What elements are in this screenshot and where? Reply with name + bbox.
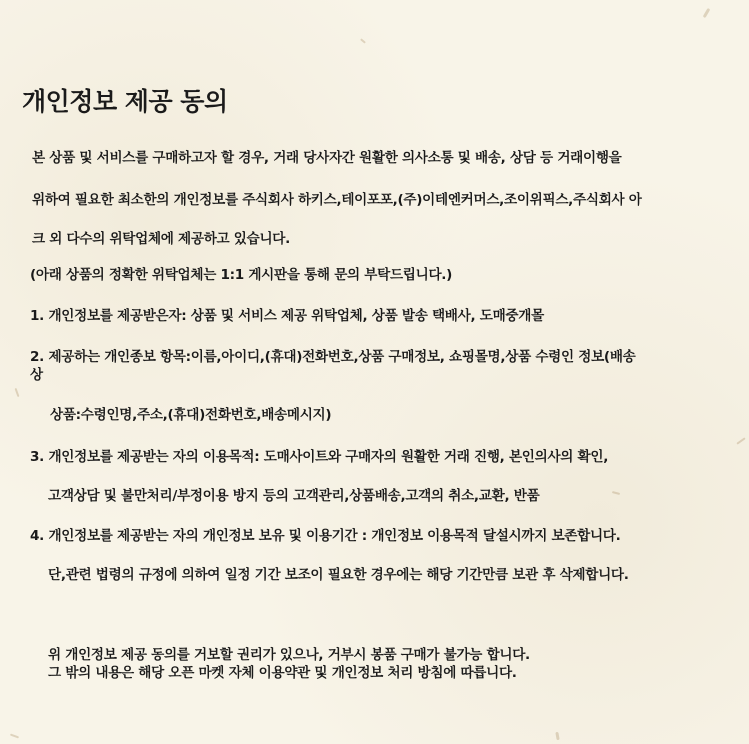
item-2-fields-wrap: 상: [30, 367, 43, 383]
body-line-2: 위하여 필요한 최소한의 개인정보를 주식회사 하키스,테이포포,(주)이테엔커머스,조이위픽스,주식회사 아: [32, 192, 642, 208]
footer-refusal-right: 위 개인정보 제공 동의를 거보할 권리가 있으나, 거부시 봉품 구매가 불가능 합니다.: [48, 647, 530, 663]
paper-fiber: [15, 388, 20, 397]
item-2-fields: 2. 제공하는 개인종보 항목:이름,아이디,(휴대)전화번호,상품 구매정보, 쇼핑몰명,상품 수령인 정보(배송: [30, 349, 636, 365]
item-4-retention: 4. 개인정보를 제공받는 자의 개인정보 보유 및 이용기간 : 개인정보 이용목적 달설시까지 보존합니다.: [30, 528, 621, 544]
paper-fiber: [360, 38, 366, 43]
page-title: 개인정보 제공 동의: [22, 87, 228, 116]
item-3-purpose-detail: 고객상담 및 불만처리/부정이용 방지 등의 고객관리,상품배송,고객의 취소,교환, 반품: [48, 488, 540, 504]
item-1-recipients: 1. 개인정보를 제공받은자: 상품 및 서비스 제공 위탁업체, 상품 발송 택배사, 도매중개몰: [30, 308, 544, 324]
paper-fiber: [612, 491, 620, 495]
item-4-retention-detail: 단,관련 법령의 규정에 의하여 일정 기간 보조이 필요한 경우에는 해당 기간만큼 보관 후 삭제합니다.: [48, 567, 629, 583]
body-line-3: 크 외 다수의 위탁업체에 제공하고 있습니다.: [32, 231, 290, 247]
paper-fiber: [555, 732, 559, 740]
item-2-fields-detail: 상품:수령인명,주소,(휴대)전화번호,배송메시지): [50, 407, 332, 423]
footer-other-terms: 그 밖의 내용은 해당 오픈 마켓 자체 이용약관 및 개인정보 처리 방침에 따릅니다.: [48, 665, 517, 681]
notice-line: (아래 상품의 정확한 위탁업체는 1:1 게시판을 통해 문의 부탁드립니다.): [30, 267, 453, 283]
item-3-purpose: 3. 개인정보를 제공받는 자의 이용목적: 도매사이트와 구매자의 원활한 거래 진행, 본인의사의 확인,: [30, 449, 609, 465]
paper-fiber: [10, 734, 19, 739]
paper-fiber: [703, 8, 711, 18]
paper-fiber: [736, 437, 745, 444]
body-line-1: 본 상품 및 서비스를 구매하고자 할 경우, 거래 당사자간 원활한 의사소통 및 배송, 상담 등 거래이행을: [32, 150, 622, 166]
